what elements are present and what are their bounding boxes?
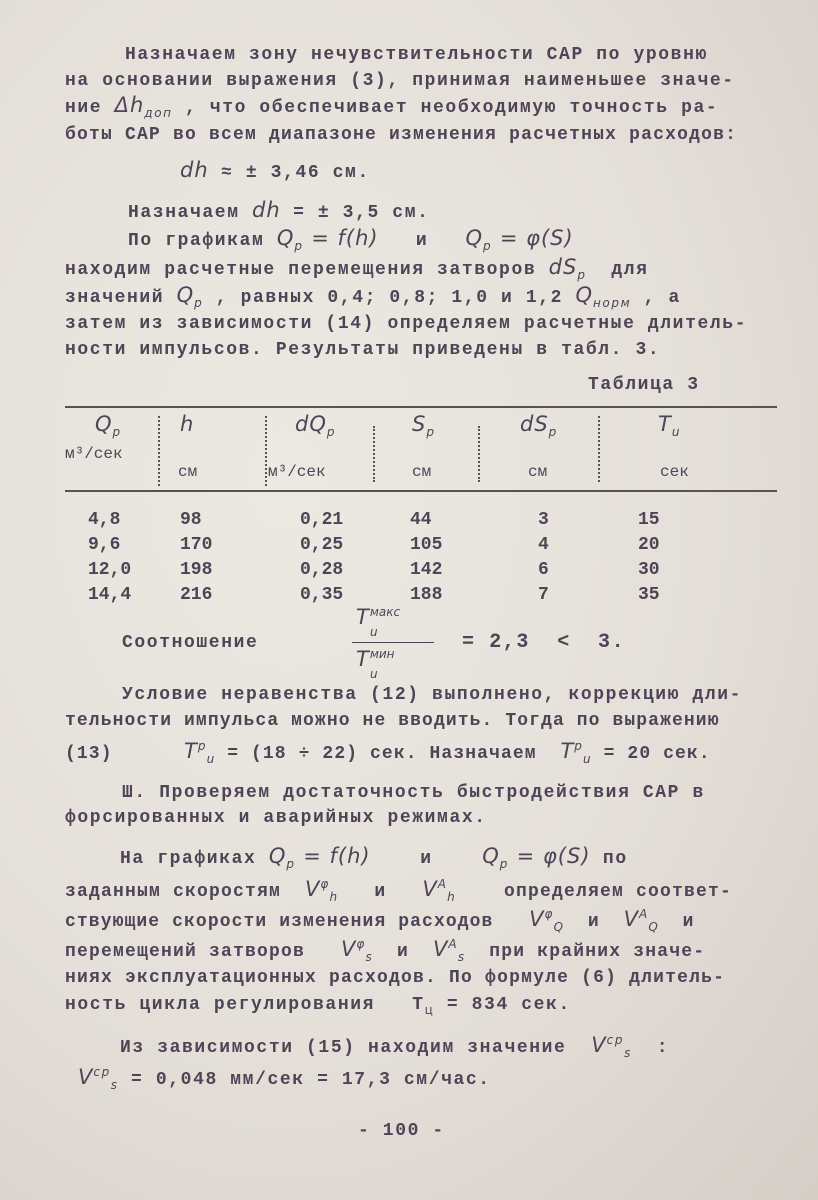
text-line: [120, 846, 628, 870]
math-symbol: Q: [176, 283, 195, 307]
text: , а: [631, 288, 681, 308]
text: определяем соответ-: [455, 882, 733, 902]
superscript: А: [448, 937, 458, 951]
subscript: p: [326, 425, 335, 439]
text: = 20 сек.: [591, 744, 711, 764]
table-header-unit: см: [528, 463, 548, 481]
math-symbol: = f(h): [303, 226, 379, 250]
section-heading: Ш. Проверяем достаточность быстродействия САР в: [122, 783, 705, 803]
column-divider: [373, 426, 375, 482]
subscript: Q: [648, 920, 659, 934]
text-line: боты САР во всем диапазоне изменения расчетных расходов:: [65, 125, 738, 145]
table-header: [520, 414, 556, 438]
math-symbol: h: [180, 412, 195, 436]
text-line: [65, 908, 695, 933]
text: и: [378, 231, 466, 251]
text-line: [65, 740, 711, 765]
subscript: u: [370, 667, 378, 681]
math-symbol: = φ(S): [492, 226, 574, 250]
subscript: p: [294, 239, 304, 253]
subscript: p: [499, 857, 509, 871]
column-divider: [265, 416, 267, 486]
math-symbol: T: [560, 739, 575, 763]
text-line: на основании выражения (3), принимая наименьшее значе-: [65, 71, 735, 91]
math-symbol: Q: [465, 226, 483, 250]
text-line: [65, 95, 718, 119]
table-cell: 14,4: [88, 585, 132, 605]
text: На графиках: [120, 849, 269, 869]
math-symbol: Q: [268, 844, 287, 868]
table-cell: 15: [638, 510, 660, 530]
table-cell: 4: [538, 535, 549, 555]
subscript: s: [110, 1078, 119, 1092]
table-cell: 3: [538, 510, 549, 530]
text: :: [631, 1038, 670, 1058]
subscript: p: [482, 239, 493, 253]
table-header: [412, 414, 434, 438]
text: находим расчетные перемещения затворов: [65, 260, 549, 280]
subscript: ц: [424, 1003, 435, 1017]
table-header-unit: м³/сек: [65, 445, 123, 463]
text-line: [65, 257, 649, 281]
math-symbol: dS: [520, 412, 549, 436]
column-divider: [158, 416, 160, 486]
math-symbol: V: [305, 877, 321, 901]
table-cell: 7: [538, 585, 549, 605]
text: По графикам: [128, 231, 277, 251]
text: , равных 0,4; 0,8; 1,0 и 1,2: [203, 288, 576, 308]
text: и: [564, 912, 624, 932]
table-header-unit: см: [412, 463, 432, 481]
math-symbol: dh: [252, 198, 281, 222]
superscript: мин: [369, 647, 395, 661]
text-line: ниях эксплуатационных расходов. По формуле (6) длитель-: [65, 968, 726, 988]
text: = 834 сек.: [434, 995, 571, 1015]
equation: [128, 200, 430, 224]
text: при крайних значе-: [465, 942, 706, 962]
superscript: φ: [356, 937, 366, 951]
subscript: p: [577, 268, 587, 282]
math-symbol: V: [422, 877, 438, 901]
math-symbol: V: [78, 1065, 94, 1089]
text: перемещений затворов: [65, 942, 342, 962]
subscript: p: [286, 857, 296, 871]
subscript: p: [112, 425, 121, 439]
table-header: [95, 414, 120, 438]
text-line: [65, 994, 571, 1016]
math-symbol: = φ(S): [509, 844, 591, 868]
table-cell: 198: [180, 560, 213, 580]
math-symbol: S: [412, 412, 427, 436]
text-line: Условие неравенства (12) выполнено, коррекцию дли-: [122, 685, 743, 705]
math-symbol: T: [184, 739, 198, 763]
page-number: - 100 -: [358, 1121, 445, 1141]
subscript: u: [370, 625, 378, 639]
table-header-unit: см: [178, 463, 198, 481]
numerator-subscript: [370, 626, 378, 638]
table-header: [295, 414, 334, 438]
text: для: [586, 260, 649, 280]
table-cell: 35: [638, 585, 660, 605]
superscript: φ: [320, 877, 330, 891]
table-cell: 216: [180, 585, 213, 605]
column-divider: [478, 426, 480, 482]
superscript: ср: [93, 1065, 111, 1079]
table-cell: 0,35: [300, 585, 344, 605]
table-cell: 0,25: [300, 535, 344, 555]
math-symbol: T: [356, 647, 370, 671]
math-symbol: Q: [95, 412, 113, 436]
text-line: ности импульсов. Результаты приведены в табл. 3.: [65, 340, 661, 360]
math-symbol: T: [412, 995, 425, 1015]
subscript: u: [583, 752, 592, 766]
subscript: норм: [592, 296, 632, 310]
table-cell: 98: [180, 510, 202, 530]
text-line: [65, 878, 732, 903]
math-symbol: T: [356, 605, 370, 629]
table-header-unit: м³/сек: [268, 463, 326, 481]
math-symbol: T: [658, 412, 672, 436]
subscript: s: [365, 950, 373, 964]
subscript: h: [329, 890, 339, 904]
text: ствующие скорости изменения расходов: [65, 912, 530, 932]
subscript: h: [447, 890, 456, 904]
math-symbol: dh: [180, 158, 209, 182]
table-top-rule: [65, 406, 777, 408]
math-symbol: Q: [482, 844, 500, 868]
text-line: форсированных и аварийных режимах.: [65, 808, 487, 828]
table-cell: 188: [410, 585, 443, 605]
table-header: [180, 414, 194, 438]
text: заданным скоростям: [65, 882, 306, 902]
ratio-result: = 2,3 < 3.: [462, 631, 626, 654]
table-caption: Таблица 3: [588, 375, 700, 395]
numerator: [356, 606, 400, 631]
math-symbol: Q: [575, 283, 593, 307]
table-cell: 170: [180, 535, 213, 555]
math-symbol: Δh: [114, 93, 145, 117]
text: по: [590, 849, 628, 869]
table-cell: 6: [538, 560, 549, 580]
ratio-fraction: [352, 605, 434, 681]
text-line: [120, 1034, 669, 1059]
superscript: А: [437, 877, 448, 891]
subscript: p: [548, 425, 557, 439]
math-symbol: dS: [548, 255, 578, 279]
table-cell: 0,28: [300, 560, 344, 580]
math-symbol: V: [529, 907, 545, 931]
math-symbol: dQ: [295, 412, 327, 436]
equation: [180, 160, 370, 184]
ratio-label: Соотношение: [122, 633, 259, 653]
text: = (18 ÷ 22) сек. Назначаем: [215, 744, 561, 764]
text-line: [78, 1066, 491, 1091]
subscript: p: [426, 425, 434, 439]
table-header-unit: сек: [660, 463, 689, 481]
text: значений: [65, 288, 177, 308]
table-cell: 9,6: [88, 535, 121, 555]
text: ность цикла регулирования: [65, 995, 413, 1015]
denominator-subscript: [370, 668, 378, 680]
text: ≈ ± 3,46 см.: [208, 163, 370, 183]
subscript: u: [206, 752, 216, 766]
table-cell: 105: [410, 535, 443, 555]
table-cell: 12,0: [88, 560, 132, 580]
superscript: макс: [369, 605, 401, 619]
superscript: ср: [606, 1033, 625, 1047]
text: и: [370, 849, 483, 869]
superscript: А: [639, 907, 649, 921]
text: (13): [65, 744, 185, 764]
math-symbol: V: [623, 907, 640, 931]
subscript: s: [624, 1046, 632, 1060]
table-cell: 44: [410, 510, 432, 530]
subscript: u: [671, 425, 680, 439]
table-cell: 30: [638, 560, 660, 580]
text: = ± 3,5 см.: [280, 203, 430, 223]
math-symbol: V: [591, 1033, 607, 1057]
text-line: [65, 938, 705, 963]
text: ние: [65, 98, 115, 118]
column-divider: [598, 416, 600, 482]
table-cell: 20: [638, 535, 660, 555]
text: = 0,048 мм/сек = 17,3 см/час.: [118, 1070, 491, 1090]
text-line: тельности импульса можно не вводить. Тогда по выражению: [65, 711, 720, 731]
table-header-rule: [65, 490, 777, 492]
table-cell: 4,8: [88, 510, 121, 530]
text: Назначаем: [128, 203, 253, 223]
superscript: p: [197, 739, 207, 753]
math-symbol: Q: [276, 226, 295, 250]
text: , что обеспечивает необходимую точность ра-: [172, 98, 719, 118]
superscript: φ: [544, 907, 554, 921]
math-symbol: V: [433, 937, 449, 961]
math-symbol: V: [341, 937, 357, 961]
text: и: [338, 882, 423, 902]
subscript: Q: [553, 920, 565, 934]
text-line: [128, 228, 574, 252]
text: Из зависимости (15) находим значение: [120, 1038, 592, 1058]
text: и: [658, 912, 695, 932]
table-cell: 0,21: [300, 510, 344, 530]
subscript: s: [457, 950, 466, 964]
subscript: доп: [144, 106, 173, 120]
table-header: [658, 414, 679, 438]
text-line: затем из зависимости (14) определяем расчетные длитель-: [65, 314, 748, 334]
table-cell: 142: [410, 560, 443, 580]
text-line: [65, 285, 681, 309]
fraction-bar: [352, 642, 434, 643]
subscript: p: [194, 296, 204, 310]
math-symbol: = f(h): [295, 844, 371, 868]
text-line: Назначаем зону нечувствительности САР по уровню: [125, 45, 708, 65]
text: и: [373, 942, 434, 962]
superscript: p: [574, 739, 583, 753]
